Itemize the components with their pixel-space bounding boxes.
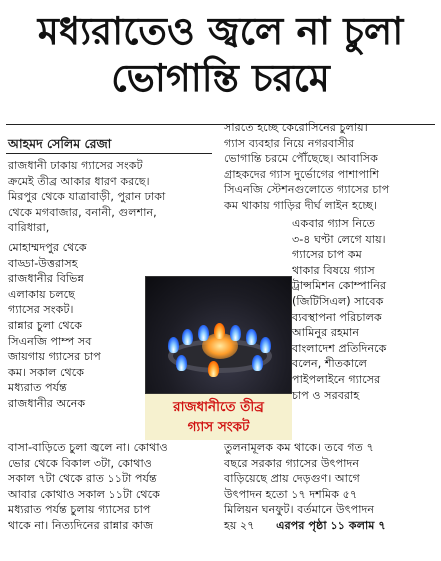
- text-line: চাপ ও সরবরাহ: [292, 388, 360, 402]
- text-line: ট্রান্সমিশন কোম্পানির: [292, 279, 387, 293]
- continuation-link[interactable]: এরপর পৃষ্ঠা ১১ কলাম ৭: [276, 518, 386, 532]
- left-column-narrow: [8, 240, 144, 412]
- text-line: বাসা-বাড়িতে চুলা জ্বলে না। কোথাও: [8, 441, 168, 454]
- text-line: তুলনামূলক কম থাকে। তবে গত ৭: [224, 441, 374, 454]
- text-line: মধ্যরাত পর্যন্ত চুলায় গ্যাসের চাপ: [8, 503, 151, 517]
- flame: [260, 337, 271, 353]
- text-line: আমিনুর রহমান: [292, 326, 360, 340]
- text-line: থাকার বিষয়ে গ্যাস: [292, 263, 375, 277]
- text-line: গ্যাসের চাপ কম: [292, 248, 362, 262]
- text-line: গ্যাসের সংকট।: [8, 303, 74, 317]
- text-line: বলেন, শীতকালে: [292, 357, 367, 371]
- text-line: একবার গ্যাস নিতে: [292, 217, 376, 230]
- text-line: জায়গায় গ্যাসের চাপ: [8, 350, 101, 364]
- text-line: সারতে হচ্ছে কেরোসিনের চুলায়।: [224, 121, 368, 134]
- text-line: মধ্যরাত পর্যন্ত: [8, 381, 67, 395]
- text-line: রান্নার চুলা থেকে: [8, 318, 83, 332]
- text-line: বারিধারা,: [8, 221, 50, 235]
- right-column-narrow: [292, 216, 436, 403]
- flame: [246, 329, 257, 345]
- text-line: ভোগান্তি চরমে পৌঁছেছে। আবাসিক: [224, 152, 378, 166]
- text-line: আবার কোথাও সকাল ১১টা থেকে: [8, 487, 160, 501]
- flame: [168, 337, 179, 353]
- photo-caption: [145, 394, 292, 440]
- caption-line-1: রাজধানীতে তীব্র: [173, 399, 264, 415]
- text-line: ব্যবস্থাপনা পরিচালক: [292, 310, 382, 324]
- text-line: পাইপলাইনে গ্যাসের: [292, 372, 381, 386]
- flame: [208, 361, 219, 377]
- headline-line-2: ভোগান্তি চরমে: [111, 55, 330, 100]
- text-line: কম। সকাল থেকে: [8, 365, 85, 379]
- text-line: ৩-৪ ঘণ্টা লেগে যায়।: [292, 232, 386, 246]
- text-line: সিএনজি পাম্প সব: [8, 334, 92, 348]
- text-fragment: হয় ২৭: [224, 518, 255, 532]
- left-column-bottom: [8, 440, 214, 534]
- flame: [252, 355, 263, 371]
- byline-rule: [6, 153, 212, 154]
- text-line: এলাকায় চলছে: [8, 287, 75, 301]
- caption-line-2: গ্যাস সংকট: [187, 419, 250, 435]
- text-line: থেকে মগবাজার, বনানী, গুলশান,: [8, 205, 157, 219]
- left-column-top: [8, 158, 214, 236]
- text-line: সিএনজি স্টেশনগুলোতে গ্যাসের চাপ: [224, 183, 390, 197]
- text-line: গ্রাহকদের গ্যাস দুর্ভোগের পাশাপাশি: [224, 167, 380, 181]
- text-line: রাজধানীর বিভিন্ন: [8, 272, 84, 286]
- text-line: রাজধানীর অনেক: [8, 396, 86, 410]
- text-line: মিলিয়ন ঘনফুট। বর্তমানে উৎপাদন: [224, 503, 375, 517]
- text-line: উৎপাদন হতো ১৭ দশমিক ৫৭: [224, 487, 358, 501]
- text-line: ভোর থেকে বিকাল ৩টা, কোথাও: [8, 456, 152, 470]
- text-line: [224, 518, 436, 534]
- text-line: মিরপুর থেকে যাত্রাবাড়ী, পুরান ঢাকা: [8, 190, 166, 204]
- text-line: ক্রমেই তীব্র আকার ধারণ করছে।: [8, 174, 150, 188]
- flame: [176, 355, 187, 371]
- flame: [230, 325, 241, 341]
- flame: [214, 323, 225, 339]
- text-line: বাড্ডা-উত্তরাসহ: [8, 256, 78, 270]
- text-line: কম থাকায় গাড়ির দীর্ঘ লাইন হচ্ছে।: [224, 198, 377, 212]
- gas-burner-photo: [145, 276, 292, 394]
- text-line: থাকে না। নিত্যদিনের রান্নার কাজ: [8, 518, 154, 532]
- right-column-bottom: [224, 440, 436, 534]
- right-column-top: [224, 120, 436, 214]
- flame: [182, 329, 193, 345]
- text-line: বাড়িয়েছে প্রায় দেড়গুণ। আগে: [224, 472, 360, 486]
- text-line: গ্যাস ব্যবহার নিয়ে নগরবাসীর: [224, 136, 355, 150]
- flame: [198, 325, 209, 341]
- text-line: মোহাম্মদপুর থেকে: [8, 241, 87, 254]
- text-line: (জিটিসিএল) সাবেক: [292, 294, 384, 308]
- text-line: রাজধানী ঢাকায় গ্যাসের সংকট: [8, 159, 143, 172]
- headline: [10, 10, 431, 99]
- text-line: বাংলাদেশ প্রতিদিনকে: [292, 341, 387, 355]
- text-line: বছরে সরকার গ্যাসের উৎপাদন: [224, 456, 360, 470]
- byline: আহমদ সেলিম রেজা: [8, 136, 112, 151]
- headline-line-1: মধ্যরাতেও জ্বলে না চুলা: [37, 9, 404, 53]
- text-line: সকাল ৭টা থেকে রাত ১১টা পর্যন্ত: [8, 472, 157, 486]
